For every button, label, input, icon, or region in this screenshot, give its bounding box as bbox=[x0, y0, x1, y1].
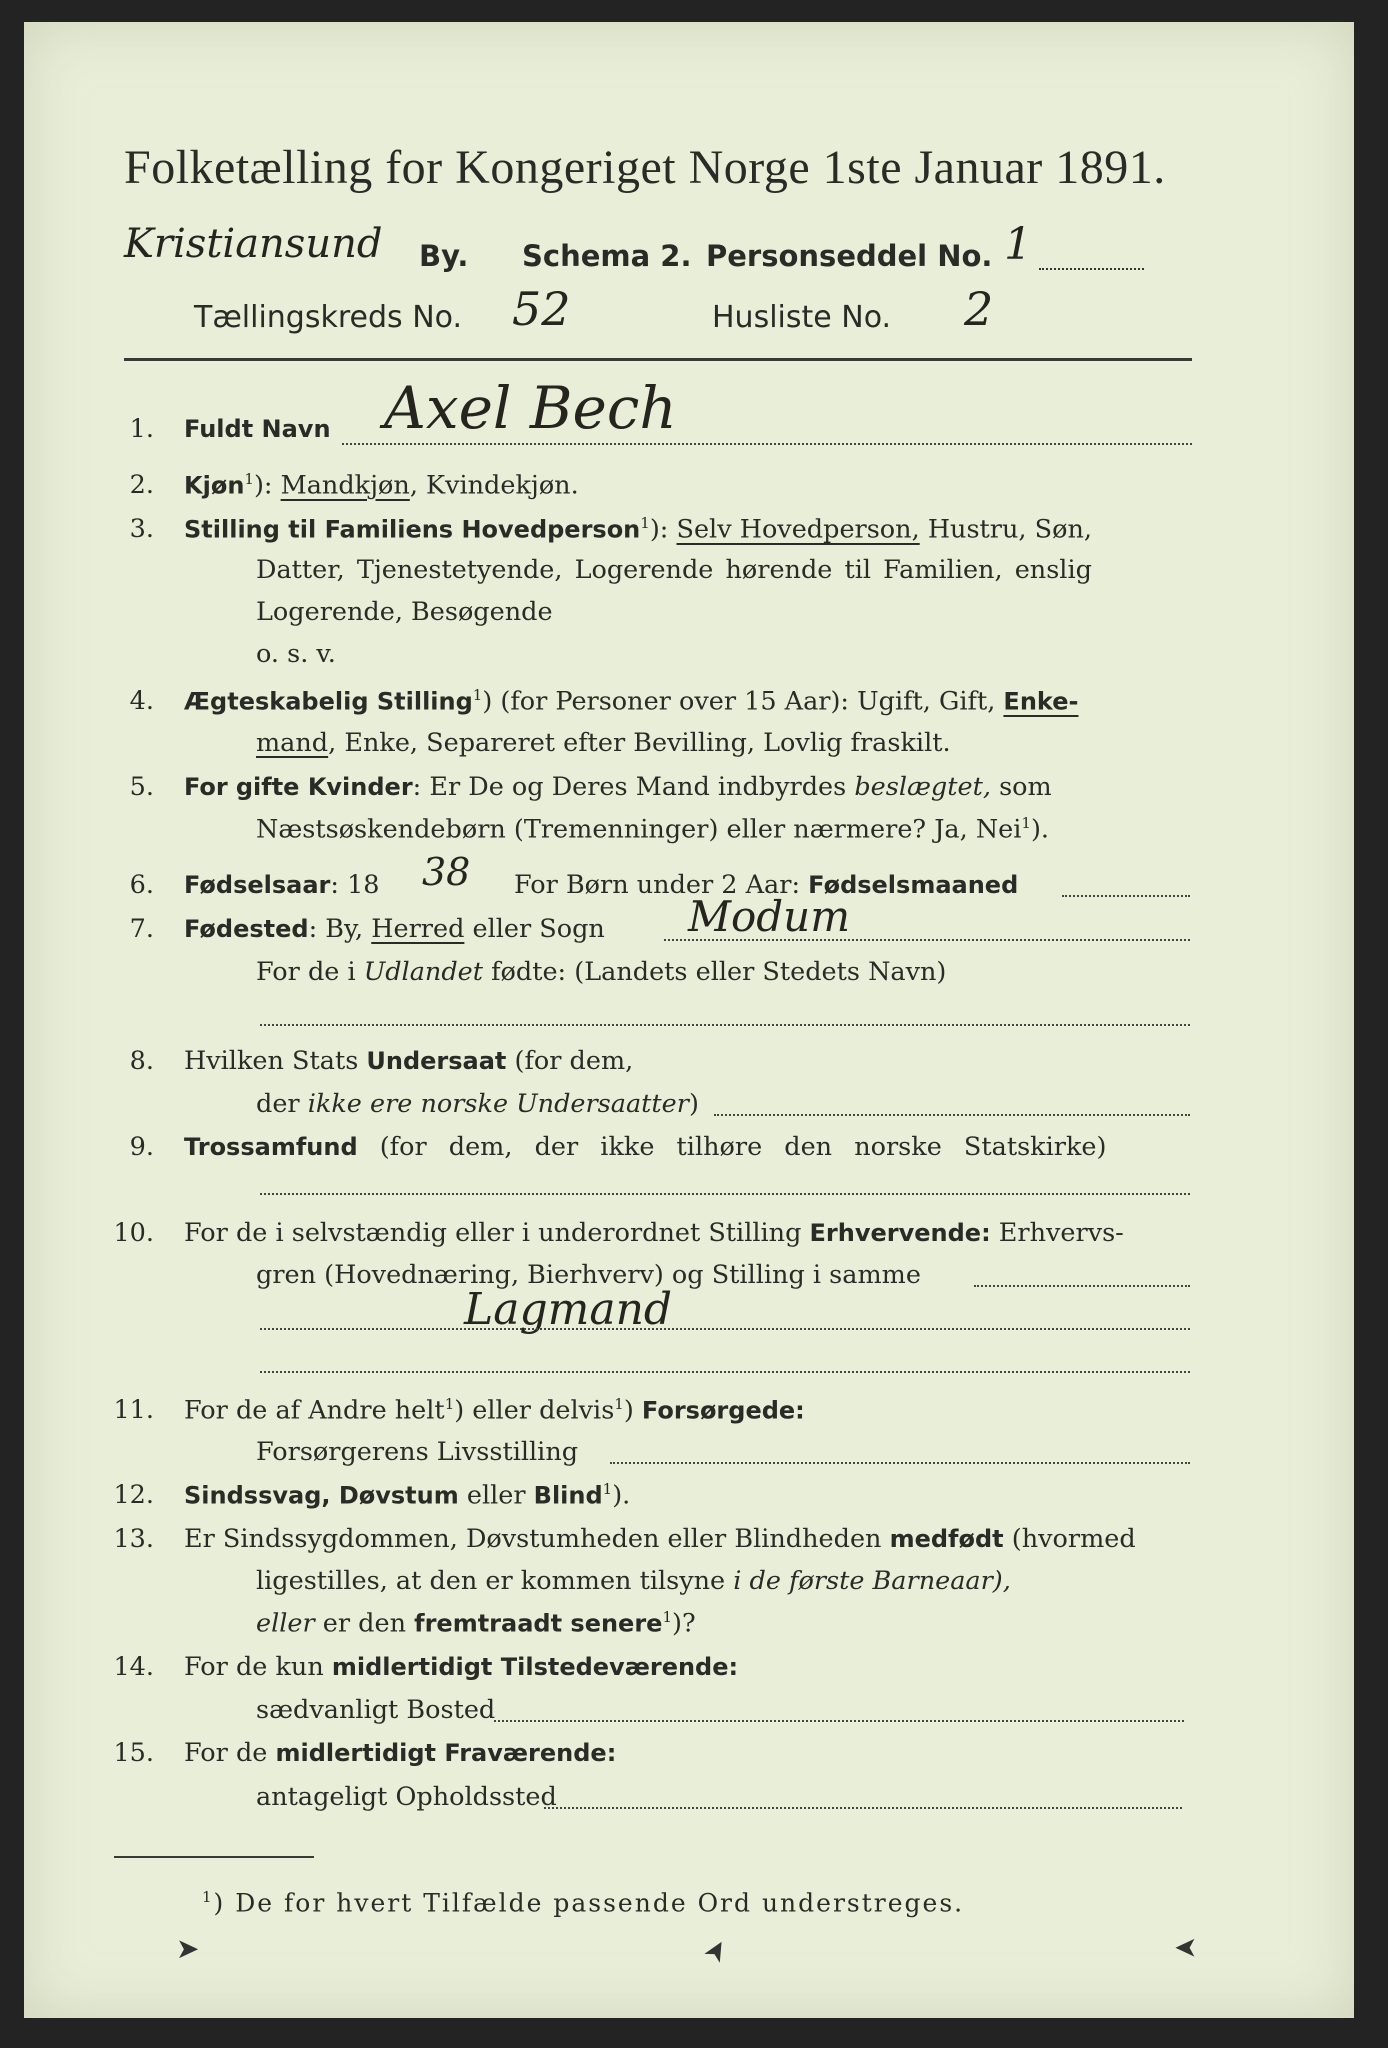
header-rule bbox=[124, 358, 1192, 361]
footnote-rule bbox=[114, 1856, 314, 1858]
field-15-number: 15. bbox=[113, 1738, 154, 1768]
field-10-line-2: gren (Hovednæring, Bierhverv) og Stilling i samme bbox=[256, 1260, 921, 1290]
field-13-line-2: ligestilles, at den er kommen tilsyne i de første Barneaar), bbox=[256, 1566, 1011, 1596]
field-12-number: 12. bbox=[113, 1480, 154, 1510]
field-13-line-3: eller er den fremtraadt senere$^1$)? bbox=[256, 1608, 696, 1639]
field-4-number: 4. bbox=[129, 686, 154, 716]
field-15-line-2: antageligt Opholdssted bbox=[256, 1782, 557, 1812]
header-line-1 bbox=[124, 219, 1184, 277]
field-3-number: 3. bbox=[129, 514, 154, 544]
field-8-line-2: der ikke ere norske Undersaatter) bbox=[256, 1089, 699, 1119]
census-form-sheet bbox=[24, 22, 1354, 2018]
field-5-line-1: For gifte Kvinder: Er De og Deres Mand indbyrdes beslægtet, som bbox=[184, 772, 1052, 802]
field-9-blank-line bbox=[260, 1192, 1190, 1195]
field-11-dots bbox=[610, 1461, 1190, 1464]
field-11-line-2: Forsørgerens Livsstilling bbox=[256, 1437, 579, 1467]
field-13-line-1: Er Sindssygdommen, Døvstumheden eller Blindheden medfødt (hvormed bbox=[184, 1524, 1136, 1554]
field-2-number: 2. bbox=[129, 470, 154, 500]
field-15-line-1: For de midlertidigt Fraværende: bbox=[184, 1738, 617, 1768]
schema-label: Schema 2. bbox=[522, 239, 692, 273]
field-7-value: Modum bbox=[688, 892, 851, 941]
city-name: Kristiansund bbox=[124, 221, 383, 267]
field-1-dots bbox=[342, 442, 1192, 445]
field-10-dots-3 bbox=[260, 1370, 1190, 1373]
field-7-line-2: For de i Udlandet fødte: (Landets eller Stedets Navn) bbox=[256, 957, 947, 987]
field-11-line-1: For de af Andre helt$^1$) eller delvis$^1$) Forsørgede: bbox=[184, 1395, 805, 1426]
field-14-line-1: For de kun midlertidigt Tilstedeværende: bbox=[184, 1652, 739, 1682]
field-1-value: Axel Bech bbox=[384, 374, 677, 442]
field-9-number: 9. bbox=[129, 1132, 154, 1162]
field-7-blank-line bbox=[260, 1023, 1190, 1026]
field-15-dots bbox=[544, 1806, 1182, 1809]
register-mark-center: ➤ bbox=[695, 1932, 736, 1969]
register-mark-left: ➤ bbox=[176, 1932, 200, 1965]
field-11-number: 11. bbox=[113, 1395, 154, 1425]
field-6-value: 38 bbox=[422, 850, 471, 894]
kreds-number: 52 bbox=[512, 282, 571, 336]
field-8-dots bbox=[714, 1113, 1190, 1116]
field-12-line: Sindssvag, Døvstum eller Blind$^1$). bbox=[184, 1480, 631, 1511]
field-4-line-1: Ægteskabelig Stilling$^1$) (for Personer over 15 Aar): Ugift, Gift, Enke- bbox=[184, 686, 1079, 717]
husliste-label: Husliste No. bbox=[712, 300, 892, 335]
register-mark-right: ➤ bbox=[1174, 1932, 1198, 1965]
field-7-dots bbox=[664, 938, 1190, 941]
field-14-dots bbox=[494, 1719, 1184, 1722]
field-6-number: 6. bbox=[129, 870, 154, 900]
field-1-label: Fuldt Navn bbox=[184, 415, 331, 443]
field-10-dots-2 bbox=[260, 1327, 1190, 1330]
field-4-line-2: mand, Enke, Separeret efter Bevilling, Lovlig fraskilt. bbox=[256, 728, 951, 758]
by-label: By. bbox=[419, 239, 469, 273]
field-8-line-1: Hvilken Stats Undersaat (for dem, bbox=[184, 1046, 634, 1076]
field-7-line-1: Fødested: By, Herred eller Sogn bbox=[184, 914, 605, 944]
field-10-number: 10. bbox=[113, 1218, 154, 1248]
field-8-number: 8. bbox=[129, 1046, 154, 1076]
field-6-line-b: For Børn under 2 Aar: Fødselsmaaned bbox=[514, 870, 1019, 900]
field-5-number: 5. bbox=[129, 772, 154, 802]
field-6-dots bbox=[1062, 894, 1190, 897]
field-9-line: Trossamfund (for dem, der ikke tilhøre den norske Statskirke) bbox=[184, 1132, 1107, 1162]
field-14-line-2: sædvanligt Bosted bbox=[256, 1695, 496, 1725]
field-2-line: Kjøn$^1$): Mandkjøn, Kvindekjøn. bbox=[184, 470, 579, 501]
field-5-line-2: Næstsøskendebørn (Tremenninger) eller nærmere? Ja, Nei$^1$). bbox=[256, 814, 1050, 845]
personseddel-number: 1 bbox=[1004, 219, 1032, 270]
field-6-line: Fødselsaar: 18 bbox=[184, 870, 380, 900]
personseddel-dots bbox=[1039, 267, 1144, 270]
header-line-2 bbox=[194, 282, 1094, 342]
field-1-number: 1. bbox=[129, 414, 154, 444]
field-14-number: 14. bbox=[113, 1652, 154, 1682]
husliste-number: 2 bbox=[964, 282, 994, 336]
field-7-number: 7. bbox=[129, 914, 154, 944]
field-3-line-2: Datter, Tjenestetyende, Logerende hørende til Familien, enslig bbox=[256, 555, 1092, 585]
field-10-dots-1 bbox=[974, 1284, 1190, 1287]
footnote: $^1$) De for hvert Tilfælde passende Ord understreges. bbox=[202, 1888, 965, 1918]
personseddel-label: Personseddel No. bbox=[706, 239, 993, 273]
kreds-label: Tællingskreds No. bbox=[194, 300, 462, 335]
form-title: Folketælling for Kongeriget Norge 1ste Januar 1891. bbox=[124, 141, 1166, 194]
field-10-line-1: For de i selvstændig eller i underordnet Stilling Erhvervende: Erhvervs- bbox=[184, 1218, 1124, 1248]
field-3-line-3: Logerende, Besøgende bbox=[256, 597, 553, 627]
field-3-line-4: o. s. v. bbox=[256, 639, 336, 669]
field-10-value: Lagmand bbox=[464, 1284, 673, 1335]
field-3-line-1: Stilling til Familiens Hovedperson$^1$): Selv Hovedperson, Hustru, Søn, bbox=[184, 514, 1092, 545]
field-13-number: 13. bbox=[113, 1524, 154, 1554]
